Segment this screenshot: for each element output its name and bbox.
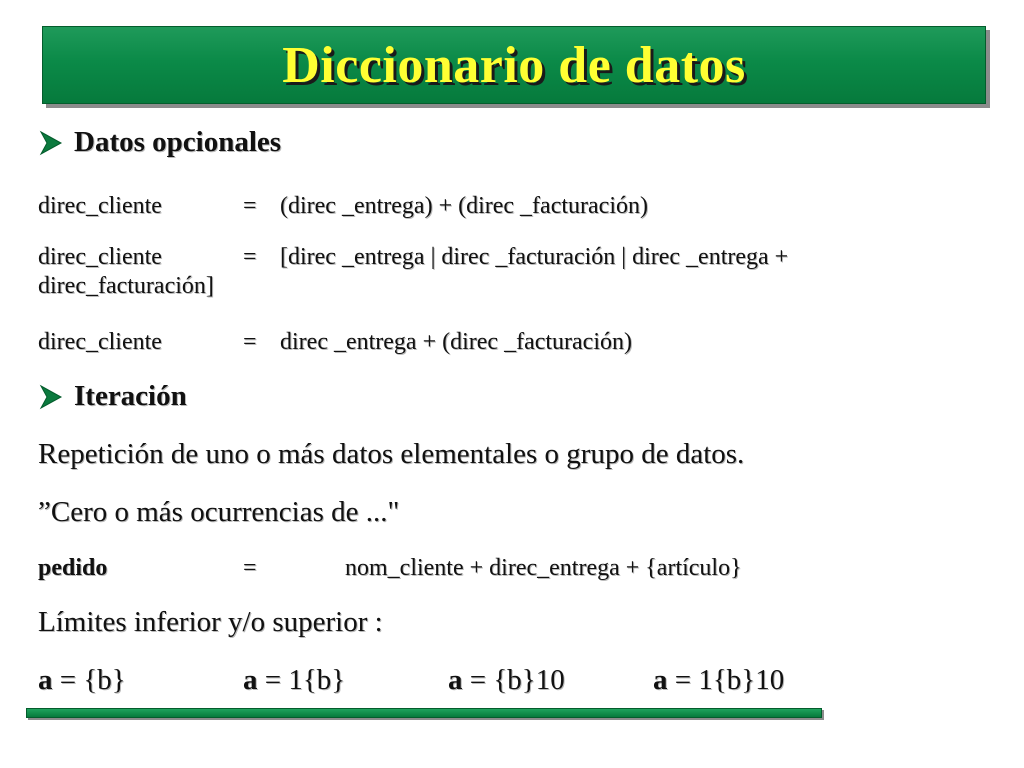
definition-equals: = [243,244,257,270]
definition-name: direc_cliente [38,193,162,219]
iteration-quote: ”Cero o más ocurrencias de ..." [38,496,400,528]
definition-expression: (direc _entrega) + (direc _facturación) [280,193,648,219]
limit-example-var: a [653,664,668,696]
slide-title: Diccionario de datos [282,36,746,94]
limit-example [448,664,565,697]
arrow-bullet-icon [38,130,64,156]
limit-example [243,664,345,697]
definition-name: direc_cliente [38,329,162,355]
limit-example-var: a [243,664,258,696]
limit-examples-row [38,664,838,700]
definition-expression: direc _entrega + (direc _facturación) [280,329,632,355]
section-heading-iteration [38,380,187,413]
definition-expression: [direc _entrega | direc _facturación | direc _entrega + [280,244,789,270]
bottom-divider [26,708,822,718]
pedido-expression: nom_cliente + direc_entrega + {artículo} [345,555,742,581]
arrow-bullet-icon [38,384,64,410]
title-bar [42,26,986,104]
limit-example-expr: = 1{b} [257,664,346,696]
limit-example-var: a [38,664,53,696]
pedido-equals: = [243,555,257,581]
limit-example-var: a [448,664,463,696]
definition-expression-continued: direc_facturación] [38,273,214,299]
limits-label: Límites inferior y/o superior : [38,606,383,638]
definition-equals: = [243,329,257,355]
limit-example-expr: = {b}10 [462,664,565,696]
limit-example [38,664,126,697]
limit-example-expr: = {b} [52,664,126,696]
iteration-description: Repetición de uno o más datos elementales o grupo de datos. [38,438,745,470]
pedido-name: pedido [38,555,108,581]
section-heading-label: Datos opcionales [74,126,282,158]
definition-name: direc_cliente [38,244,162,270]
definition-equals: = [243,193,257,219]
section-heading-optional [38,126,281,159]
section-heading-label: Iteración [74,380,187,412]
limit-example [653,664,784,697]
limit-example-expr: = 1{b}10 [667,664,785,696]
